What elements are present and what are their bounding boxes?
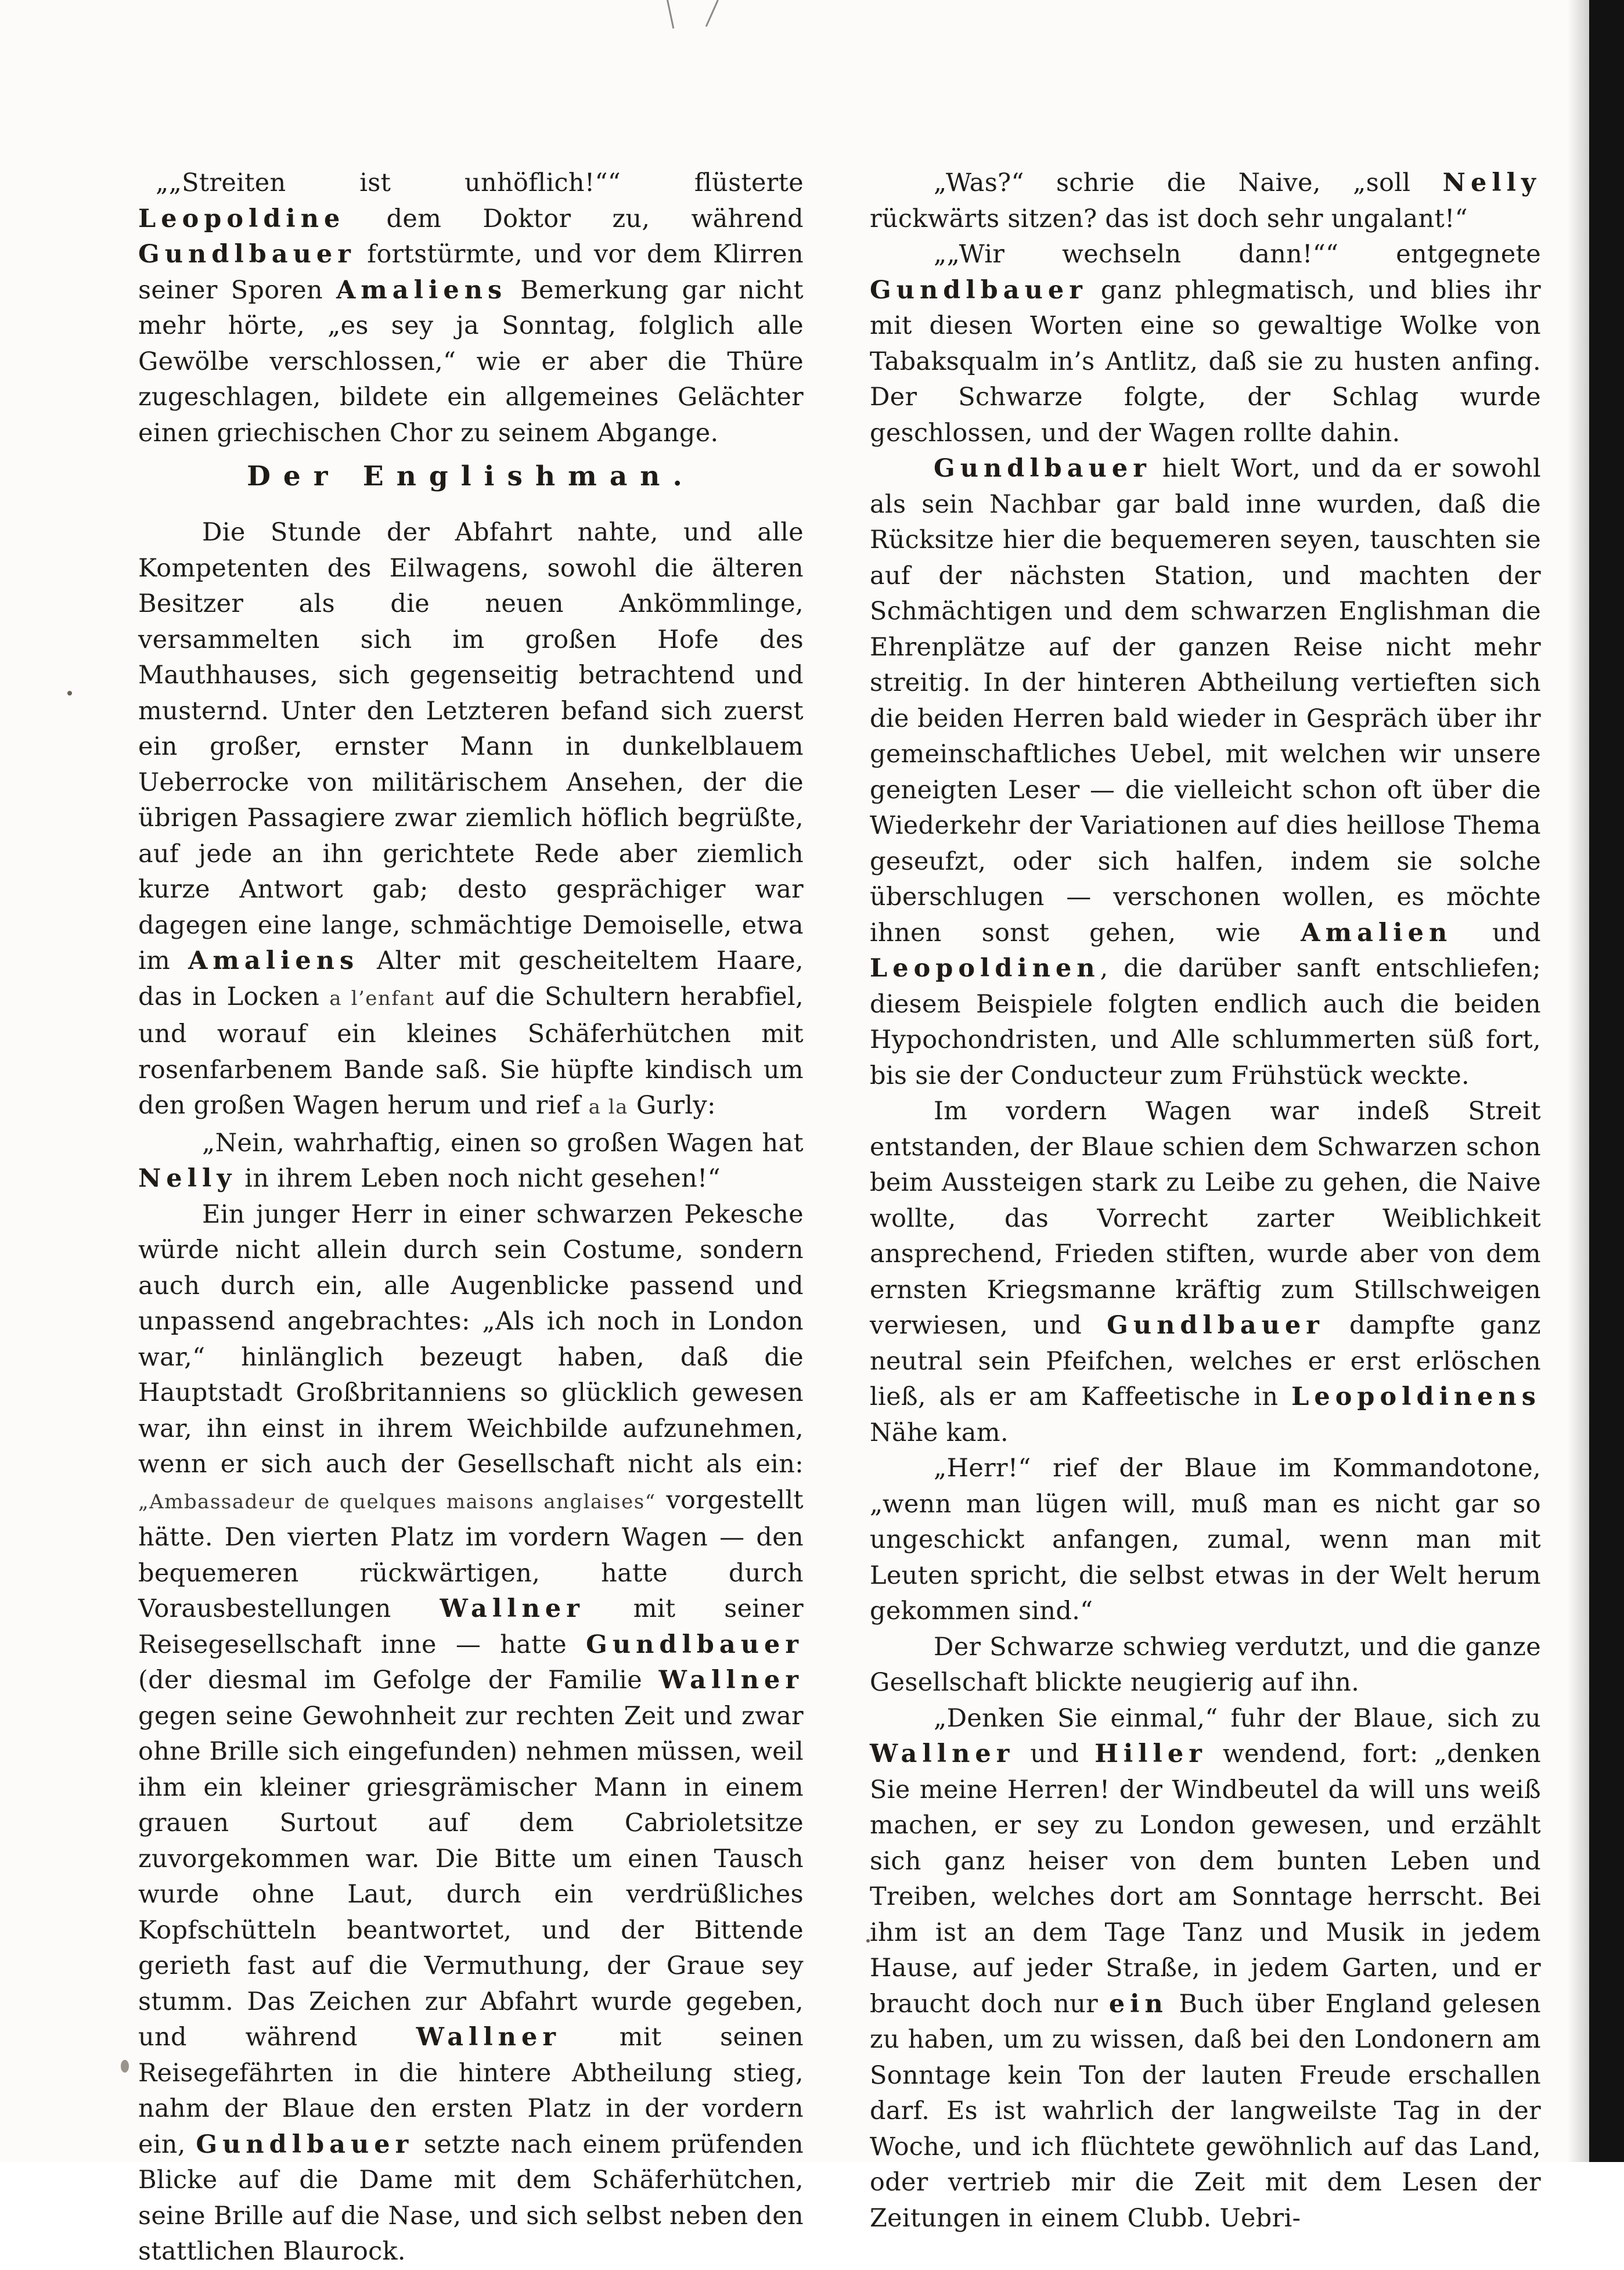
text-run: Im vordern Wagen war indeß Streit entstanden, der Blaue schien dem Schwarzen schon beim Aussteigen stark zu Leibe zu gehen, die Naive wollte, das Vorrecht zarter Weiblichkeit ansprechend, Frieden stiften, wurde aber von dem ernsten Kriegsmanne kräftig zum Stillschweigen verwiesen, und	[870, 1097, 1541, 1340]
page-edge-binding	[1589, 0, 1624, 2162]
right-paragraph-4	[870, 1094, 1541, 1451]
text-run: , die darüber sanft entschliefen; diesem Beispiele folgten endlich auch die beiden Hypochondristen, und Alle schlummerten süß fort, bis sie der Conducteur zum Frühstück weckte.	[870, 954, 1541, 1090]
spaced-name: Gundlbauer	[870, 275, 1088, 305]
section-heading: Der Englishman.	[247, 460, 695, 492]
text-run: fortstürmte, und vor dem Klirren seiner Sporen	[138, 240, 804, 305]
spaced-name: Nelly	[1442, 168, 1541, 197]
spaced-name: ein	[1108, 1989, 1168, 2019]
text-run: in ihrem Leben noch nicht gesehen!“	[236, 1164, 721, 1193]
right-paragraph-6	[870, 1630, 1541, 1701]
latin-type-phrase: a la	[588, 1096, 628, 1119]
spaced-name: Hiller	[1094, 1739, 1207, 1768]
spaced-name: Gundlbauer	[934, 454, 1151, 483]
text-run: „„Wir wechseln dann!““ entgegnete	[934, 240, 1541, 269]
latin-type-phrase: a l’enfant	[329, 986, 435, 1010]
latin-type-phrase: „Ambassadeur de quelques maisons anglaises“	[138, 1490, 656, 1514]
left-paragraph-2	[138, 515, 804, 1126]
left-paragraph-3	[138, 1126, 804, 1197]
text-run: auf die Schultern herabfiel, und worauf ein kleines Schäferhütchen mit rosenfarbenem Bande saß. Sie hüpfte kindisch um den großen Wagen herum und rief	[138, 982, 804, 1120]
text-run: gegen seine Gewohnheit zur rechten Zeit und zwar ohne Brille sich eingefunden) nehmen müssen, weil ihm ein kleiner griesgrämischer Mann in einem grauen Surtout auf dem Cabrioletsitze zuvorgekommen war. Die Bitte um einen Tausch wurde ohne Laut, durch ein verdrüßliches Kopfschütteln beantwortet, und der Bittende gerieth fast auf die Vermuthung, der Graue sey stumm. Das Zeichen zur Abfahrt wurde gegeben, und während	[138, 1701, 804, 2052]
spaced-name: Wallner	[440, 1594, 585, 1623]
right-paragraph-3	[870, 451, 1541, 1094]
text-run: dem Doktor zu, während	[345, 204, 804, 233]
scan-mark-left	[667, 0, 674, 28]
paper-speck	[67, 691, 72, 696]
text-run: rückwärts sitzen? das ist doch sehr ungalant!“	[870, 204, 1468, 233]
spaced-name: Gundlbauer	[586, 1630, 804, 1659]
right-paragraph-1	[870, 165, 1541, 237]
text-run: „Nein, wahrhaftig, einen so großen Wagen hat	[202, 1128, 804, 1158]
paper-speck	[121, 2060, 129, 2073]
text-run: dampfte ganz neutral sein Pfeifchen, welches er erst erlöschen ließ, als er am Kaffeetische in	[870, 1311, 1541, 1411]
spaced-name: Wallner	[416, 2023, 561, 2052]
text-run: wendend, fort: „denken Sie meine Herren! der Windbeutel da will uns weiß machen, er sey zu London gewesen, und erzählt sich ganz heiser von dem bunten Leben und Treiben, welches dort am Sonntage herrscht. Bei ihm ist an dem Tage Tanz und Musik in jedem Hause, auf jeder Straße, in jedem Garten, und er braucht doch nur	[870, 1739, 1541, 2019]
spaced-name: Wallner	[658, 1666, 804, 1695]
text-run: „Denken Sie einmal,“ fuhr der Blaue, sich zu	[934, 1703, 1541, 1733]
spaced-name: Wallner	[870, 1739, 1015, 1768]
left-paragraph-4	[138, 1197, 804, 2270]
text-run: Gurly:	[628, 1091, 716, 1120]
spaced-name: Amalien	[1301, 918, 1453, 947]
text-run: und	[1452, 918, 1541, 947]
spaced-name: Gundlbauer	[138, 240, 356, 269]
text-run: hielt Wort, und da er sowohl als sein Nachbar gar bald inne wurden, daß die Rücksitze hier die bequemeren seyen, tauschten sie auf der nächsten Station, und machten der Schmächtigen und dem schwarzen Englishman die Ehrenplätze auf der ganzen Reise nicht mehr streitig. In der hinteren Abtheilung vertieften sich die beiden Herren bald wieder in Gespräch über ihr gemeinschaftliches Uebel, mit welchen wir unsere geneigten Leser — die vielleicht schon oft über die Wiederkehr der Variationen auf dies heillose Thema geseufzt, oder sich halfen, indem sie solche überschlugen — verschonen wollen, es möchte ihnen sonst gehen, wie	[870, 454, 1541, 947]
text-run: ganz phlegmatisch, und blies ihr mit diesen Worten eine so gewaltige Wolke von Tabaksqualm in’s Antlitz, daß sie zu husten anfing. Der Schwarze folgte, der Schlag wurde geschlossen, und der Wagen rollte dahin.	[870, 275, 1541, 448]
text-run: Die Stunde der Abfahrt nahte, und alle Kompetenten des Eilwagens, sowohl die älteren Besitzer als die neuen Ankömmlinge, versammelten sich im großen Hofe des Mauthhauses, sich gegenseitig betrachtend und musternd. Unter den Letzteren befand sich zuerst ein großer, ernster Mann in dunkelblauem Ueberrocke von militärischem Ansehen, der die übrigen Passagiere zwar ziemlich höflich begrüßte, auf jede an ihn gerichtete Rede aber ziemlich kurze Antwort gab; desto gesprächiger war dagegen eine lange, schmächtige Demoiselle, etwa im	[138, 518, 804, 975]
right-text-column	[870, 165, 1541, 2233]
spaced-name: Gundlbauer	[196, 2130, 414, 2159]
text-run: Ein junger Herr in einer schwarzen Pekesche würde nicht allein durch sein Costume, sondern auch durch ein, alle Augenblicke passend und unpassend angebrachtes: „Als ich noch in London war,“ hinlänglich bezeugt haben, daß die Hauptstadt Großbritanniens so glücklich gewesen war, ihn einst in ihrem Weichbilde aufzunehmen, wenn er sich auch der Gesellschaft nicht als ein:	[138, 1199, 804, 1479]
left-paragraph-1	[138, 165, 804, 451]
text-run: Alter mit gescheiteltem Haare, das in Locken	[138, 946, 804, 1011]
spaced-name: Nelly	[138, 1164, 237, 1193]
text-run: Bemerkung gar nicht mehr hörte, „es sey ja Sonntag, folglich alle Gewölbe verschlossen,“ wie er aber die Thüre zugeschlagen, bildete ein allgemeines Gelächter einen griechischen Chor zu seinem Abgange.	[138, 275, 804, 448]
spaced-name: Amaliens	[188, 946, 359, 975]
text-run: „„Streiten ist unhöflich!““ flüsterte	[156, 168, 804, 197]
scan-mark-right	[705, 0, 719, 27]
text-run: (der diesmal im Gefolge der Familie	[138, 1666, 659, 1695]
right-paragraph-2	[870, 237, 1541, 451]
spaced-name: Leopoldinen	[870, 954, 1100, 983]
spaced-name: Leopoldinens	[1291, 1382, 1541, 1411]
text-run: vorgestellt hätte. Den vierten Platz im vordern Wagen — den bequemeren rückwärtigen, hatte durch Vorausbestellungen	[138, 1485, 804, 1623]
spaced-name: Gundlbauer	[1107, 1311, 1324, 1340]
spaced-name: Amaliens	[336, 275, 507, 305]
left-text-column	[138, 165, 804, 2266]
text-run: „Herr!“ rief der Blaue im Kommandotone, „wenn man lügen will, muß man es nicht gar so ungeschickt anfangen, zumal, wenn man mit Leuten spricht, die selbst etwas in der Welt herum gekommen sind.“	[870, 1454, 1541, 1626]
text-run: Der Schwarze schwieg verdutzt, und die ganze Gesellschaft blickte neugierig auf ihn.	[870, 1632, 1541, 1697]
right-paragraph-5	[870, 1451, 1541, 1630]
page-edge-shadow	[1568, 0, 1589, 2162]
text-run: Nähe kam.	[870, 1418, 1009, 1447]
text-run: Buch über England gelesen zu haben, um zu wissen, daß bei den Londonern am Sonntage kein Ton der lauten Freude erschallen darf. Es ist wahrlich der langweilste Tag in der Woche, und ich flüchtete gewöhnlich auf das Land, oder vertrieb mir die Zeit mit dem Lesen der Zeitungen in einem Clubb. Uebri-	[870, 1989, 1541, 2233]
text-run: mit seinen Reisegefährten in die hintere Abtheilung stieg, nahm der Blaue den ersten Platz in der vordern ein,	[138, 2023, 804, 2159]
text-run: und	[1014, 1739, 1095, 1768]
right-paragraph-7	[870, 1701, 1541, 2237]
spaced-name: Leopoldine	[138, 204, 345, 233]
text-run: setzte nach einem prüfenden Blicke auf die Dame mit dem Schäferhütchen, seine Brille auf die Nase, und sich selbst neben den stattlichen Blaurock.	[138, 2130, 804, 2266]
text-run: „Was?“ schrie die Naive, „soll	[934, 168, 1443, 197]
text-run: mit seiner Reisegesellschaft inne — hatte	[138, 1594, 804, 1659]
